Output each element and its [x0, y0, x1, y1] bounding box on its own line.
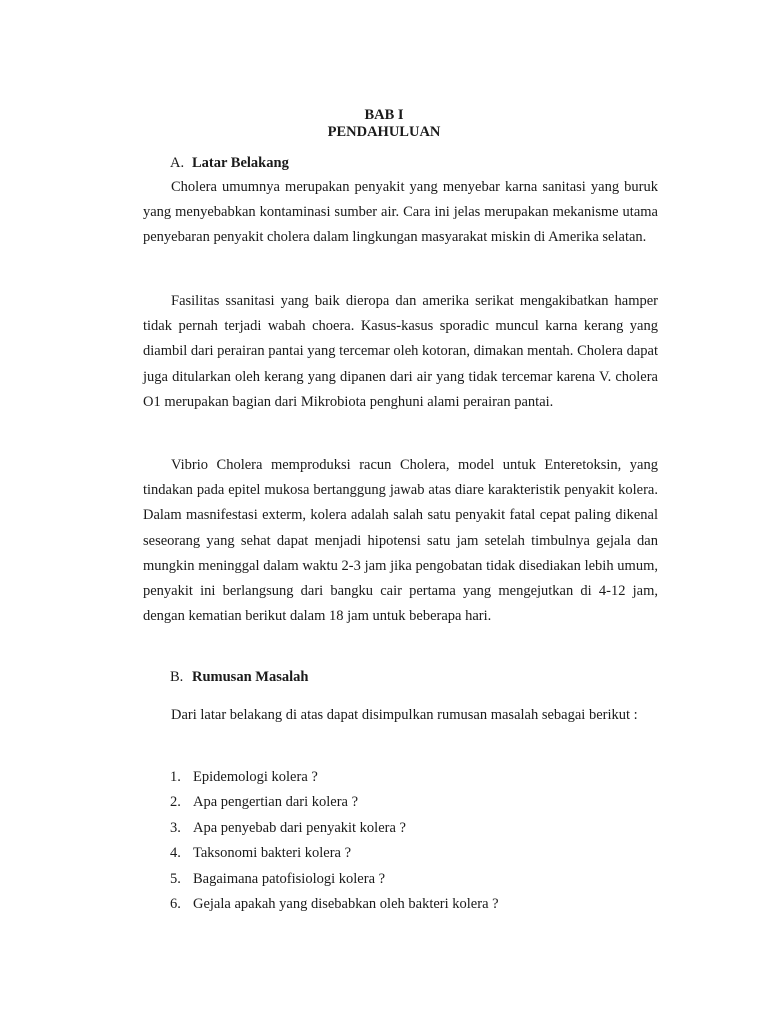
list-item [170, 816, 499, 841]
list-item-number: 2. [170, 794, 181, 811]
section-b-letter: B. [170, 669, 184, 685]
chapter-number: BAB I [364, 107, 404, 123]
list-item-text: Epidemologi kolera ? [193, 769, 318, 785]
problem-list [170, 765, 499, 917]
list-item-text: Apa penyebab dari penyakit kolera ? [193, 819, 406, 836]
list-item-number: 4. [170, 845, 181, 862]
section-a-title: Latar Belakang [192, 155, 289, 171]
list-item-text: Taksonomi bakteri kolera ? [193, 845, 352, 862]
list-item [170, 841, 499, 866]
list-item [170, 867, 499, 892]
list-item-number: 6. [170, 896, 181, 913]
list-item-number: 1. [170, 769, 181, 785]
paragraph-3: Vibrio Cholera memproduksi racun Cholera, model untuk Enteretoksin, yang tindakan pada epitel mukosa bertanggung jawab atas diare karakteristik penyakit kolera. Dalam masnifestasi exterm, kolera adalah salah satu penyakit fatal cepat paling dikenal seseorang yang sehat dapat menjadi hipotensi satu jam setelah timbulnya gejala dan mungkin meninggal dalam waktu 2-3 jam jika pengobatan tidak disediakan lebih umum, penyakit ini berlangsung dari bangku cair pertama yang mengejutkan di 4-12 jam, dengan kematian berikut dalam 18 jam untuk beberapa hari. [143, 457, 658, 625]
paragraph-2: Fasilitas ssanitasi yang baik dieropa dan amerika serikat mengakibatkan hamper tidak pernah terjadi wabah choera. Kasus-kasus sporadic muncul karna kerang yang diambil dari perairan pantai yang tercemar oleh kotoran, dimakan mentah. Cholera dapat juga ditularkan oleh kerang yang dipanen dari air yang tidak tercemar karena V. cholera O1 merupakan bagian dari Mikrobiota penghuni alami perairan pantai. [143, 293, 658, 410]
section-b-heading [170, 667, 308, 687]
list-item-text: Bagaimana patofisiologi kolera ? [193, 870, 386, 887]
list-item [170, 765, 499, 790]
list-item-text: Gejala apakah yang disebabkan oleh bakteri kolera ? [193, 896, 499, 913]
section-b-title: Rumusan Masalah [192, 669, 309, 685]
list-item-text: Apa pengertian dari kolera ? [193, 794, 359, 811]
chapter-title: PENDAHULUAN [327, 124, 441, 140]
list-item-number: 3. [170, 819, 181, 836]
paragraph-1: Cholera umumnya merupakan penyakit yang menyebar karna sanitasi yang buruk yang menyebabkan kontaminasi sumber air. Cara ini jelas merupakan mekanisme utama penyebaran penyakit cholera dalam lingkungan masyarakat miskin di Amerika selatan. [143, 179, 658, 246]
list-item [170, 892, 499, 917]
list-item [170, 790, 499, 815]
section-a-heading [170, 153, 289, 173]
list-item-number: 5. [170, 870, 181, 887]
section-b-intro: Dari latar belakang di atas dapat disimpulkan rumusan masalah sebagai berikut : [171, 707, 638, 723]
section-a-letter: A. [170, 155, 185, 171]
